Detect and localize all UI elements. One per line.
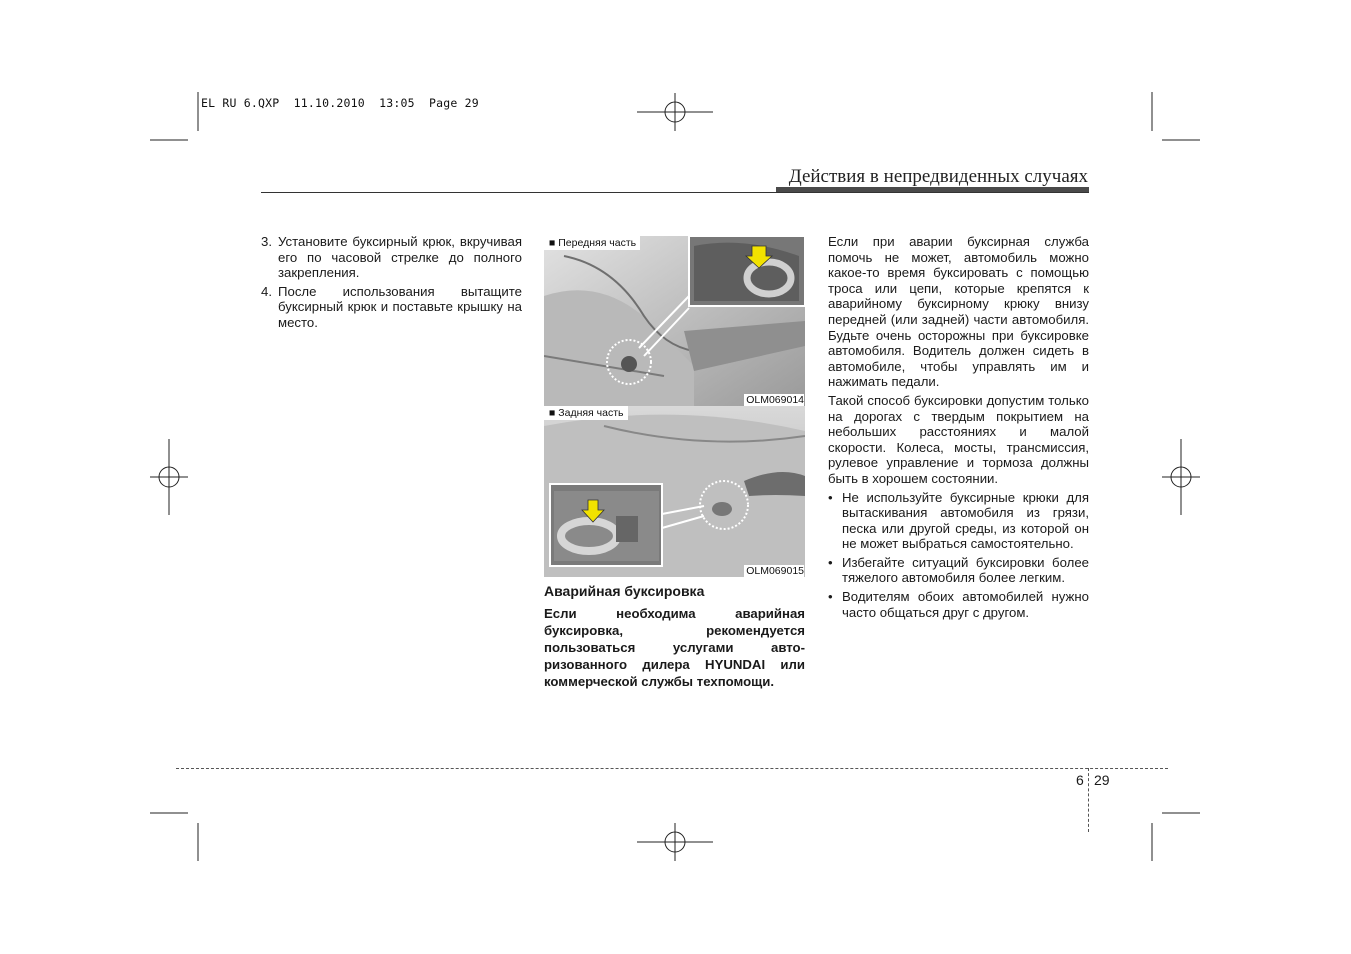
paragraph: Такой способ буксировки допустим только на дорогах с твердым покрытием на небольших расстояниях и малой скорости. Колеса, мосты, трансмиссия, рулевое управление и тормоза должны быть в хорошем состоянии. [828, 392, 1089, 486]
figure-front-tow-hook [544, 236, 805, 406]
chapter-title: Действия в непредвиденных случаях [788, 166, 1088, 187]
front-bumper-illustration [544, 236, 805, 406]
section-bold-text: Если необходима аварийная буксировка, рекомендуется пользоваться услугами авто-ризованного дилера HYUNDAI или коммерческой службы техпомощи. [544, 606, 805, 689]
figure-rear-tow-hook [544, 406, 805, 577]
section-title: Аварийная буксировка [544, 583, 705, 599]
list-item: 3. Установите буксирный крюк, вкручивая его по часовой стрелке до полного закрепления. [261, 234, 522, 281]
bullet-item: • Водителям обоих автомобилей нужно часто общаться друг с другом. [828, 589, 1089, 620]
figure-label: ■ Передняя часть [544, 236, 640, 250]
right-column [828, 234, 1089, 623]
registration-target-left [150, 439, 188, 515]
paragraph: Если при аварии буксирная служба помочь не может, автомобиль можно какое-то время буксировать с помощью троса или цепи, которые крепятся к аварийному буксирному крюку внизу передней (или задней) части автомобиля. Будьте очень осторожны при буксировке автомобиля. Водитель должен сидеть в автомобиле, чтобы управлять им и нажимать педали. [828, 234, 1089, 390]
figure-code: OLM069014 [746, 394, 804, 406]
left-column [261, 234, 522, 334]
registration-target-top [637, 93, 713, 131]
print-slug: EL RU 6.QXP 11.10.2010 13:05 Page 29 [201, 96, 479, 110]
rear-bumper-illustration [544, 406, 805, 577]
figure-code: OLM069015 [746, 565, 804, 577]
chapter-number: 6 [1076, 772, 1084, 788]
bullet-item: • Не используйте буксирные крюки для вытаскивания автомобиля из грязи, песка или другой среды, из которой он не может выбраться самостоятельно. [828, 489, 1089, 552]
footer-divider [1088, 768, 1089, 832]
page-number: 29 [1094, 772, 1110, 788]
registration-target-bottom [637, 823, 713, 861]
footer-rule [176, 768, 1168, 769]
figure-label: ■ Задняя часть [544, 406, 628, 420]
bullet-item: • Избегайте ситуаций буксировки более тяжелого автомобиля более легким. [828, 554, 1089, 586]
header-rule [261, 192, 1089, 193]
list-item: 4. После использования вытащите буксирный крюк и поставьте крышку на место. [261, 283, 522, 330]
registration-target-right [1162, 439, 1200, 515]
